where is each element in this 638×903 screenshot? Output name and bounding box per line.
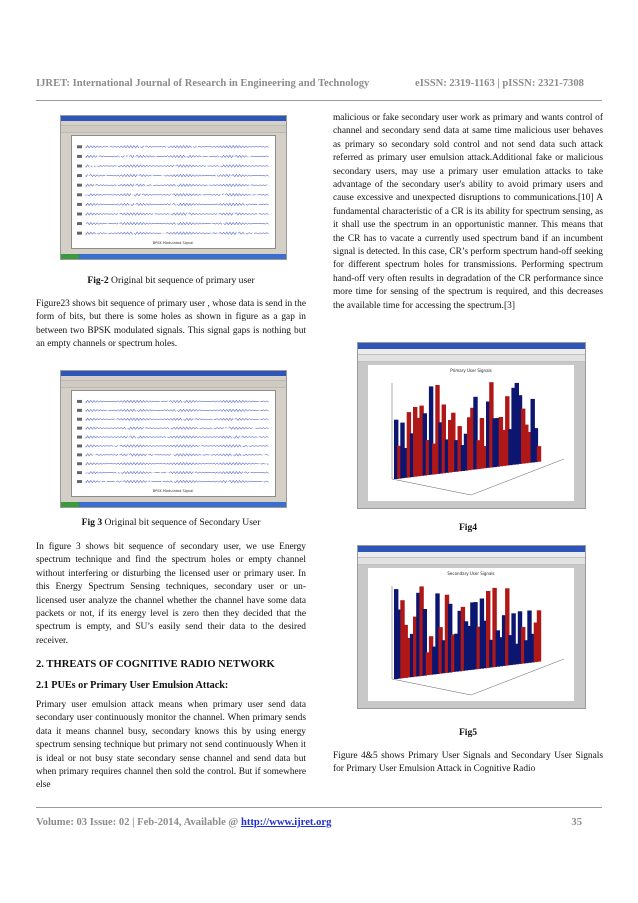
row-marker	[77, 400, 82, 403]
plot-area	[368, 365, 574, 501]
x-axis	[392, 479, 471, 495]
paragraph-text: malicious or fake secondary user work as primary and wants control of channel and secondary send data at same time malicious user behaves as primary so secondary sold control and not send data such attack referred as primary user emulsion attack.Additional fake or malicious secondary users, may use a primary user emulation attacks to take advantage of the secondary user's ability to avoid primary users and cause excessive and unexpected disruptions to communications.[10] A fundamental characteristic of a CR is its ability for spectrum sensing, as it shall use the spectrum in an opportunistic manner. This means that the CR has to vacate a currently used spectrum band if an incumbent signal is detected. In this case, CR’s perform spectrum hand-off seeking for different spectrum holes for transmissions. Performing spectrum hand-off very often results in degradation of the CR performance since more time for sensing of the spectrum is required, and this decreases the available time for accessing the spectrum.[3]	[333, 113, 603, 311]
signal-canvas	[71, 135, 276, 249]
row-marker	[77, 480, 82, 483]
paragraph-text: In figure 3 shows bit sequence of secondary user, we use Energy spectrum technique and find the spectrum holes or empty channel without interfering or disturbing the licensed user or primary user. In this Energy Spectrum Sensing techniques, secondary user or un-licensed user analyze the channel whether the channel have some data packets or not, if its energy level is zero then they decided that the spectrum is empty, and SU’s easily send their data to the desired receiver.	[36, 542, 306, 646]
fig5-caption	[333, 727, 603, 738]
row-marker	[77, 145, 82, 148]
fig2-caption-text: Original bit sequence of primary user	[108, 275, 255, 286]
journal-link[interactable]: http://www.ijret.org	[240, 817, 332, 828]
plot-title: Primary User Signals	[450, 368, 492, 373]
row-marker	[77, 222, 82, 225]
start-button	[61, 502, 79, 507]
fig2-caption	[36, 275, 306, 286]
taskbar	[61, 254, 286, 259]
header-rule	[36, 100, 602, 101]
plot-title: Secondary User Signals	[447, 571, 495, 576]
fig3-caption	[36, 517, 306, 528]
row-marker	[77, 409, 82, 412]
row-marker	[77, 418, 82, 421]
window-toolbar	[61, 126, 286, 133]
signal-canvas	[71, 390, 276, 497]
fig5-matlab-window	[357, 545, 586, 709]
fig3-screenshot	[60, 370, 287, 508]
row-marker	[77, 165, 82, 168]
surface-bar	[537, 610, 541, 661]
left-paragraph-1	[36, 298, 306, 352]
issn-numbers: eISSN: 2319-1163 | pISSN: 2321-7308	[415, 78, 584, 89]
paragraph-text: Primary user emulsion attack means when primary user send data secondary user continuously monitor the channel. When primary sends data it means channel busy, secondary knows this by using energy spectrum sensing technique but primary not send continuously When it is ideal or not busy state secondary sense channel and send data but when primary requires channel then sold the control. But if somewhere else	[36, 700, 306, 791]
primary-user-surface-plot	[368, 365, 574, 501]
fig5-label: Fig5	[458, 727, 478, 738]
plot-subtitle: BPSK Modulated Signal	[152, 241, 194, 245]
volume-info: Volume: 03 Issue: 02 | Feb-2014, Available @	[36, 817, 241, 828]
paragraph-text: Figure 4&5 shows Primary User Signals and Secondary User Signals for Primary User Emulsion Attack in Cognitive Radio	[333, 751, 603, 775]
journal-name: IJRET: International Journal of Research in Engineering and Technology	[36, 78, 370, 89]
page-footer	[36, 817, 602, 828]
right-paragraph-2	[333, 750, 603, 777]
row-marker	[77, 427, 82, 430]
row-marker	[77, 203, 82, 206]
fig3-caption-text: Original bit sequence of Secondary User	[102, 517, 261, 528]
fig3-label: Fig 3	[81, 517, 103, 528]
bpsk-signal-plot	[72, 391, 275, 496]
fig4-label: Fig4	[458, 522, 478, 533]
taskbar	[61, 502, 286, 507]
page-number: 35	[571, 817, 582, 828]
row-marker	[77, 471, 82, 474]
start-button	[61, 254, 79, 259]
window-toolbar	[358, 355, 585, 362]
window-toolbar	[358, 558, 585, 565]
left-paragraph-2	[36, 541, 306, 648]
fig4-matlab-window	[357, 342, 586, 509]
row-marker	[77, 232, 82, 235]
row-marker	[77, 184, 82, 187]
secondary-user-surface-plot	[368, 568, 574, 701]
right-paragraph-1	[333, 112, 603, 313]
surface-bar	[537, 446, 541, 462]
row-marker	[77, 462, 82, 465]
row-marker	[77, 436, 82, 439]
row-marker	[77, 444, 82, 447]
window-toolbar	[61, 381, 286, 388]
left-paragraph-3	[36, 699, 306, 793]
subsection-heading: 2.1 PUEs or Primary User Emulsion Attack:	[36, 680, 229, 691]
bpsk-signal-plot	[72, 136, 275, 248]
journal-header	[36, 78, 604, 89]
plot-area	[368, 568, 574, 701]
fig4-caption	[333, 522, 603, 533]
fig2-label: Fig-2	[87, 275, 109, 286]
footer-rule	[36, 807, 602, 808]
x-axis	[392, 679, 471, 695]
paragraph-text: Figure23 shows bit sequence of primary user , whose data is send in the form of bits, but there is some holes as shown in figure as a gap in between two BPSK modulated signals. This signal gaps is nothing but an empty channels or spectrum holes.	[36, 299, 306, 350]
row-marker	[77, 174, 82, 177]
section-heading: 2. THREATS OF COGNITIVE RADIO NETWORK	[36, 659, 275, 670]
fig2-screenshot	[60, 115, 287, 260]
row-marker	[77, 213, 82, 216]
row-marker	[77, 155, 82, 158]
plot-subtitle: BPSK Modulated Signal	[152, 489, 194, 493]
row-marker	[77, 193, 82, 196]
row-marker	[77, 453, 82, 456]
